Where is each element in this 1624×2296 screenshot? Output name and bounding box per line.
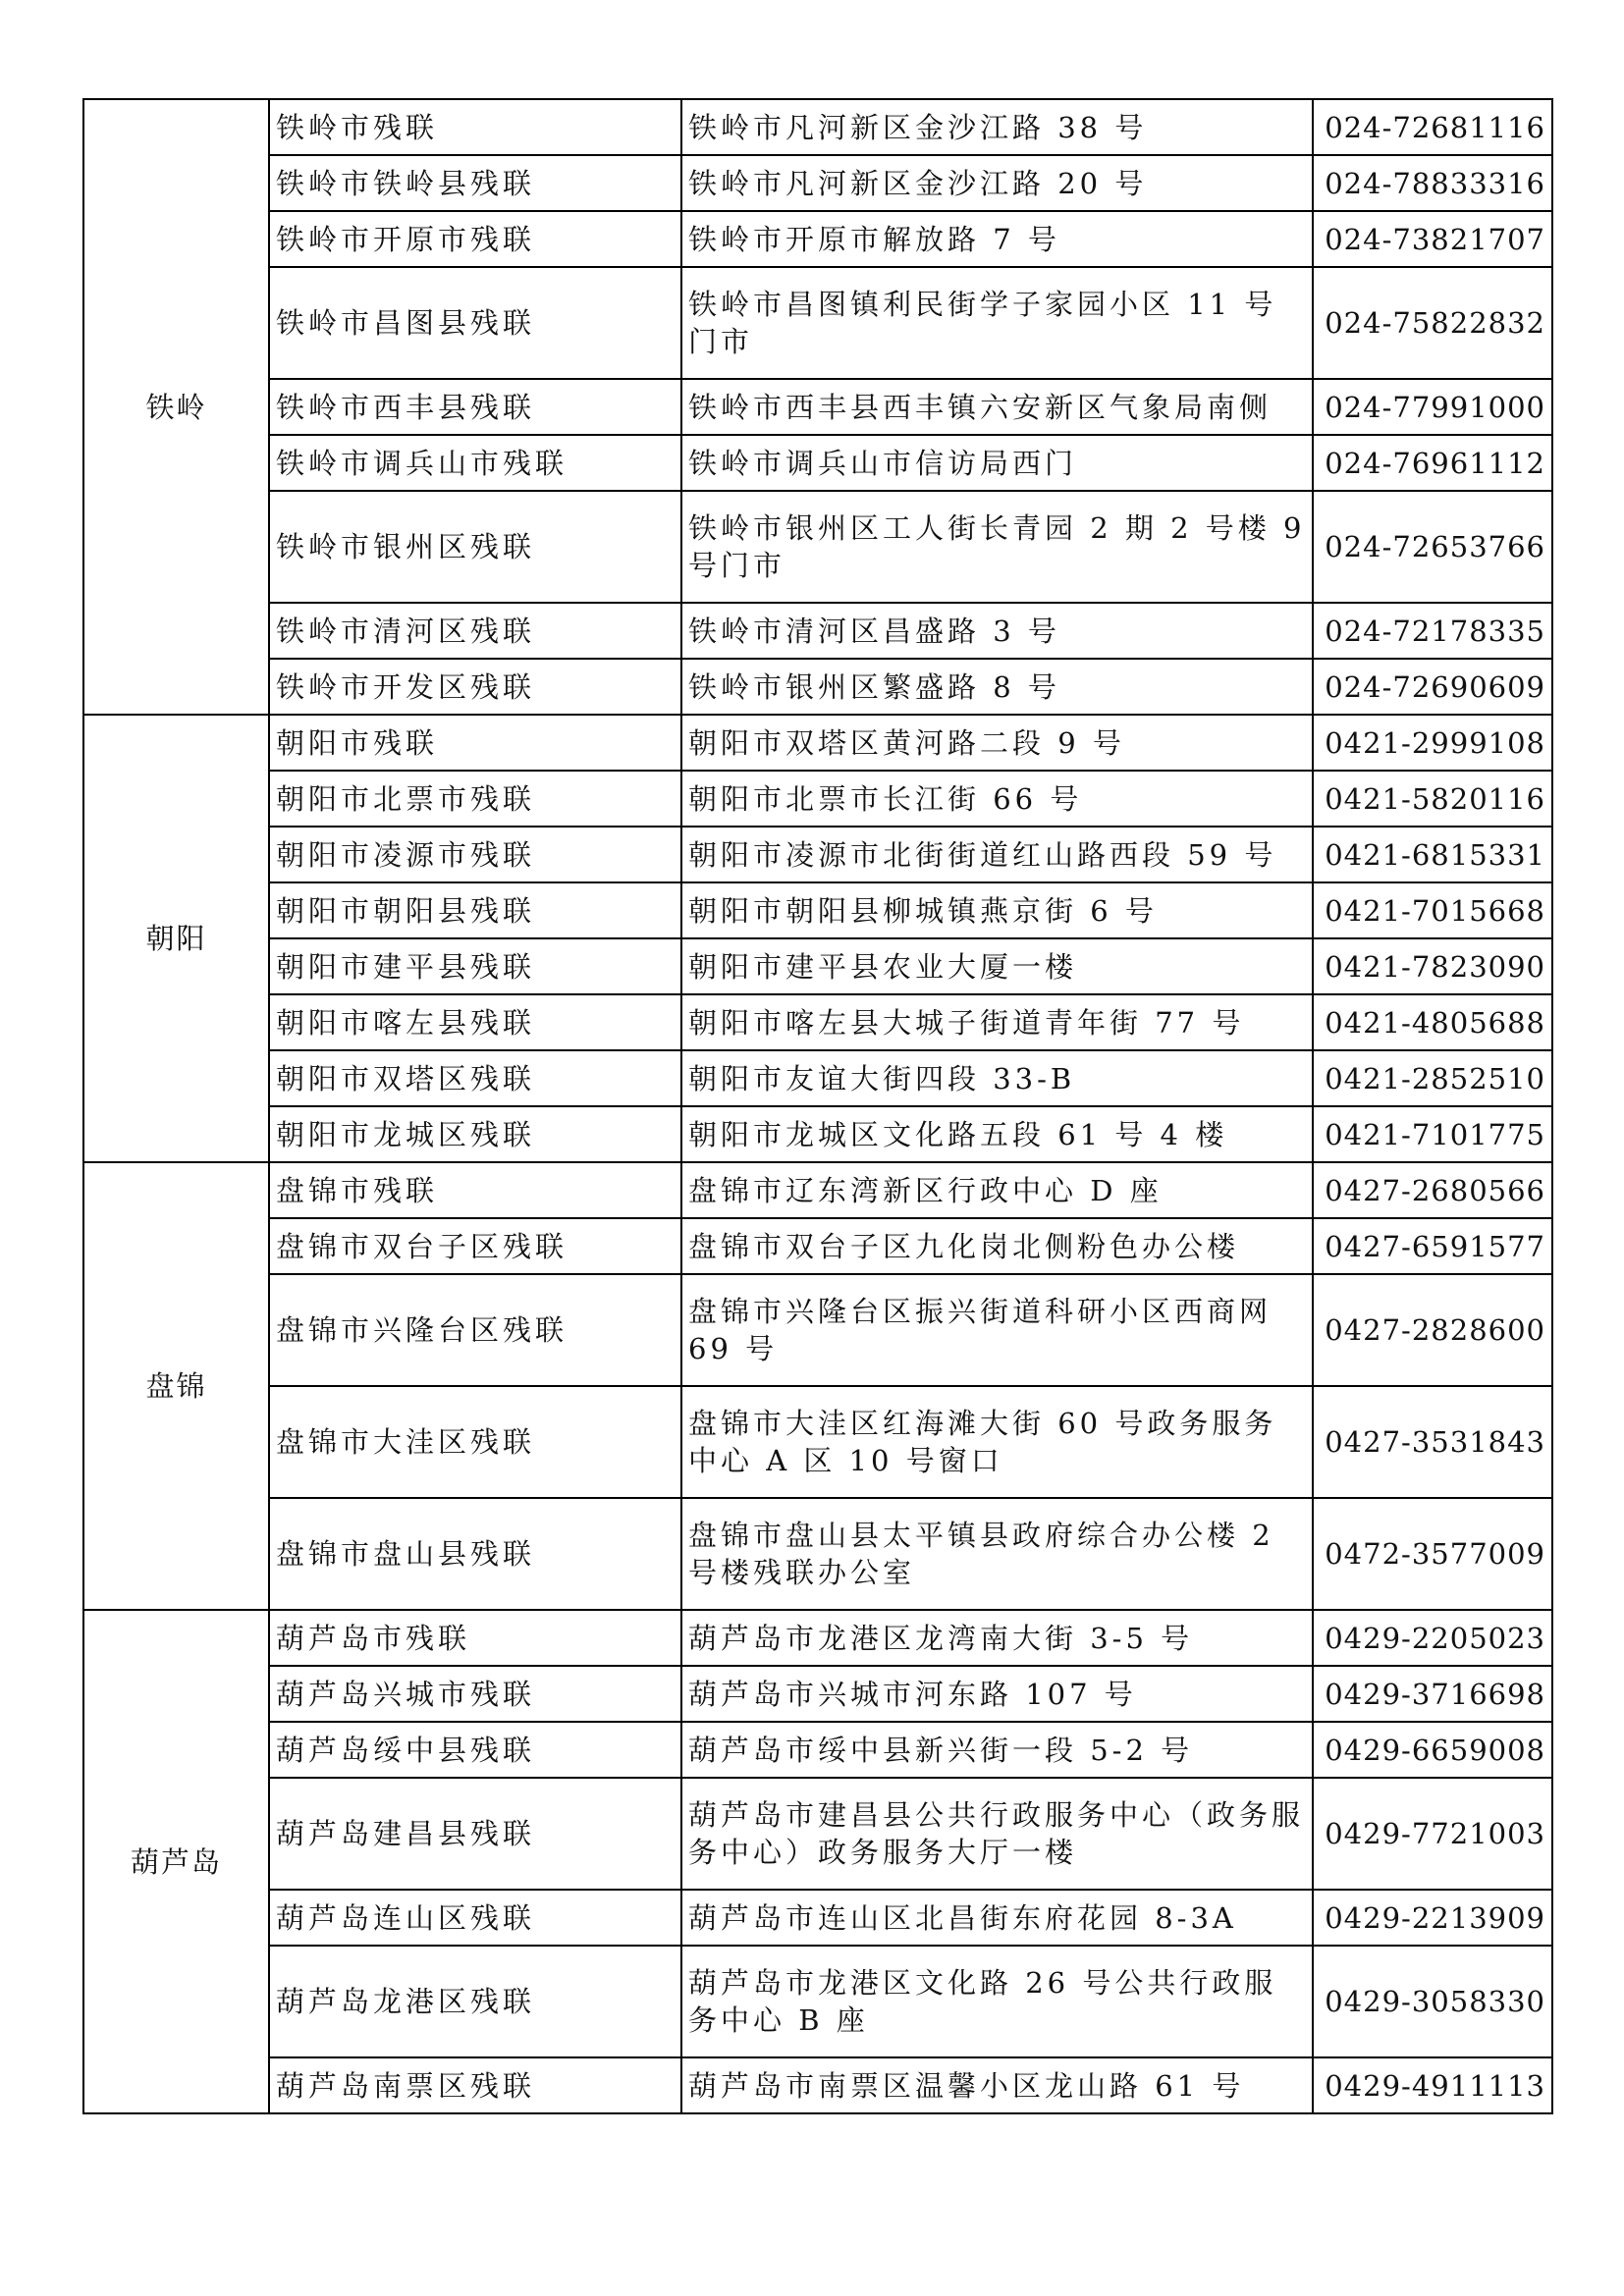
address-cell: 葫芦岛市南票区温馨小区龙山路 61 号 (681, 2057, 1313, 2113)
table-row (83, 1946, 1552, 2057)
table-row (83, 491, 1552, 603)
organization-cell: 朝阳市龙城区残联 (269, 1106, 681, 1162)
address-cell: 盘锦市大洼区红海滩大街 60 号政务服务中心 A 区 10 号窗口 (681, 1386, 1313, 1498)
city-cell: 铁岭 (83, 99, 269, 715)
phone-cell: 024-72653766 (1313, 491, 1552, 603)
phone-cell: 0421-7823090 (1313, 938, 1552, 994)
table-row (83, 882, 1552, 938)
phone-cell: 0421-7101775 (1313, 1106, 1552, 1162)
organization-cell: 盘锦市双台子区残联 (269, 1218, 681, 1274)
organization-cell: 盘锦市盘山县残联 (269, 1498, 681, 1610)
phone-cell: 0472-3577009 (1313, 1498, 1552, 1610)
table-row (83, 659, 1552, 715)
organization-cell: 朝阳市双塔区残联 (269, 1050, 681, 1106)
table-row (83, 1386, 1552, 1498)
table-row (83, 603, 1552, 659)
address-cell: 盘锦市双台子区九化岗北侧粉色办公楼 (681, 1218, 1313, 1274)
table-row (83, 1890, 1552, 1946)
organization-cell: 盘锦市兴隆台区残联 (269, 1274, 681, 1386)
city-cell: 朝阳 (83, 715, 269, 1162)
table-row (83, 1722, 1552, 1778)
organization-cell: 铁岭市开原市残联 (269, 211, 681, 267)
phone-cell: 024-77991000 (1313, 379, 1552, 435)
phone-cell: 0429-2213909 (1313, 1890, 1552, 1946)
phone-cell: 024-72178335 (1313, 603, 1552, 659)
table-row (83, 1218, 1552, 1274)
address-cell: 盘锦市辽东湾新区行政中心 D 座 (681, 1162, 1313, 1218)
address-cell: 葫芦岛市龙港区文化路 26 号公共行政服务中心 B 座 (681, 1946, 1313, 2057)
address-cell: 朝阳市喀左县大城子街道青年街 77 号 (681, 994, 1313, 1050)
organization-cell: 葫芦岛市残联 (269, 1610, 681, 1666)
address-cell: 葫芦岛市龙港区龙湾南大街 3-5 号 (681, 1610, 1313, 1666)
document-page (82, 98, 1551, 2114)
phone-cell: 0427-2680566 (1313, 1162, 1552, 1218)
address-cell: 朝阳市朝阳县柳城镇燕京街 6 号 (681, 882, 1313, 938)
table-row (83, 938, 1552, 994)
address-cell: 盘锦市盘山县太平镇县政府综合办公楼 2 号楼残联办公室 (681, 1498, 1313, 1610)
table-row (83, 1162, 1552, 1218)
organization-cell: 葫芦岛南票区残联 (269, 2057, 681, 2113)
phone-cell: 0421-5820116 (1313, 771, 1552, 827)
address-cell: 铁岭市凡河新区金沙江路 20 号 (681, 155, 1313, 211)
table-row (83, 715, 1552, 771)
organization-cell: 葫芦岛绥中县残联 (269, 1722, 681, 1778)
address-cell: 朝阳市友谊大街四段 33-B (681, 1050, 1313, 1106)
phone-cell: 0421-4805688 (1313, 994, 1552, 1050)
phone-cell: 024-75822832 (1313, 267, 1552, 379)
city-cell: 盘锦 (83, 1162, 269, 1610)
table-row (83, 1498, 1552, 1610)
table-row (83, 267, 1552, 379)
organization-cell: 朝阳市建平县残联 (269, 938, 681, 994)
organization-cell: 铁岭市调兵山市残联 (269, 435, 681, 491)
table-row (83, 827, 1552, 882)
address-cell: 朝阳市凌源市北街街道红山路西段 59 号 (681, 827, 1313, 882)
phone-cell: 024-72681116 (1313, 99, 1552, 155)
phone-cell: 0427-3531843 (1313, 1386, 1552, 1498)
address-cell: 葫芦岛市建昌县公共行政服务中心（政务服务中心）政务服务大厅一楼 (681, 1778, 1313, 1890)
phone-cell: 0429-3716698 (1313, 1666, 1552, 1722)
address-cell: 葫芦岛市连山区北昌街东府花园 8-3A (681, 1890, 1313, 1946)
address-cell: 铁岭市清河区昌盛路 3 号 (681, 603, 1313, 659)
address-cell: 铁岭市银州区工人街长青园 2 期 2 号楼 9 号门市 (681, 491, 1313, 603)
phone-cell: 0429-4911113 (1313, 2057, 1552, 2113)
organization-cell: 朝阳市凌源市残联 (269, 827, 681, 882)
phone-cell: 0421-2999108 (1313, 715, 1552, 771)
phone-cell: 024-73821707 (1313, 211, 1552, 267)
table-row (83, 1610, 1552, 1666)
phone-cell: 0429-6659008 (1313, 1722, 1552, 1778)
phone-cell: 0421-2852510 (1313, 1050, 1552, 1106)
table-row (83, 1106, 1552, 1162)
table-row (83, 771, 1552, 827)
organization-cell: 铁岭市开发区残联 (269, 659, 681, 715)
address-cell: 铁岭市西丰县西丰镇六安新区气象局南侧 (681, 379, 1313, 435)
phone-cell: 0429-7721003 (1313, 1778, 1552, 1890)
table-row (83, 1666, 1552, 1722)
organization-cell: 朝阳市喀左县残联 (269, 994, 681, 1050)
organization-cell: 铁岭市昌图县残联 (269, 267, 681, 379)
organization-cell: 朝阳市朝阳县残联 (269, 882, 681, 938)
table-row (83, 1778, 1552, 1890)
city-cell: 葫芦岛 (83, 1610, 269, 2113)
organization-cell: 铁岭市银州区残联 (269, 491, 681, 603)
phone-cell: 0427-2828600 (1313, 1274, 1552, 1386)
address-cell: 朝阳市北票市长江街 66 号 (681, 771, 1313, 827)
address-cell: 铁岭市开原市解放路 7 号 (681, 211, 1313, 267)
table-row (83, 1274, 1552, 1386)
phone-cell: 0429-3058330 (1313, 1946, 1552, 2057)
organization-cell: 朝阳市残联 (269, 715, 681, 771)
phone-cell: 0421-7015668 (1313, 882, 1552, 938)
table-row (83, 435, 1552, 491)
organization-cell: 盘锦市大洼区残联 (269, 1386, 681, 1498)
table-row (83, 1050, 1552, 1106)
organization-cell: 葫芦岛龙港区残联 (269, 1946, 681, 2057)
organization-cell: 朝阳市北票市残联 (269, 771, 681, 827)
phone-cell: 024-72690609 (1313, 659, 1552, 715)
organization-cell: 盘锦市残联 (269, 1162, 681, 1218)
organization-cell: 葫芦岛建昌县残联 (269, 1778, 681, 1890)
address-cell: 铁岭市凡河新区金沙江路 38 号 (681, 99, 1313, 155)
address-cell: 铁岭市银州区繁盛路 8 号 (681, 659, 1313, 715)
contact-directory-table (82, 98, 1553, 2114)
table-row (83, 99, 1552, 155)
organization-cell: 葫芦岛连山区残联 (269, 1890, 681, 1946)
address-cell: 朝阳市龙城区文化路五段 61 号 4 楼 (681, 1106, 1313, 1162)
organization-cell: 铁岭市铁岭县残联 (269, 155, 681, 211)
phone-cell: 024-78833316 (1313, 155, 1552, 211)
organization-cell: 铁岭市残联 (269, 99, 681, 155)
table-row (83, 211, 1552, 267)
phone-cell: 0421-6815331 (1313, 827, 1552, 882)
address-cell: 朝阳市双塔区黄河路二段 9 号 (681, 715, 1313, 771)
directory-body (83, 99, 1552, 2113)
table-row (83, 379, 1552, 435)
address-cell: 盘锦市兴隆台区振兴街道科研小区西商网 69 号 (681, 1274, 1313, 1386)
address-cell: 铁岭市昌图镇利民街学子家园小区 11 号门市 (681, 267, 1313, 379)
table-row (83, 2057, 1552, 2113)
address-cell: 朝阳市建平县农业大厦一楼 (681, 938, 1313, 994)
table-row (83, 155, 1552, 211)
address-cell: 葫芦岛市绥中县新兴街一段 5-2 号 (681, 1722, 1313, 1778)
organization-cell: 葫芦岛兴城市残联 (269, 1666, 681, 1722)
table-row (83, 994, 1552, 1050)
address-cell: 葫芦岛市兴城市河东路 107 号 (681, 1666, 1313, 1722)
phone-cell: 0429-2205023 (1313, 1610, 1552, 1666)
address-cell: 铁岭市调兵山市信访局西门 (681, 435, 1313, 491)
organization-cell: 铁岭市西丰县残联 (269, 379, 681, 435)
organization-cell: 铁岭市清河区残联 (269, 603, 681, 659)
phone-cell: 0427-6591577 (1313, 1218, 1552, 1274)
phone-cell: 024-76961112 (1313, 435, 1552, 491)
